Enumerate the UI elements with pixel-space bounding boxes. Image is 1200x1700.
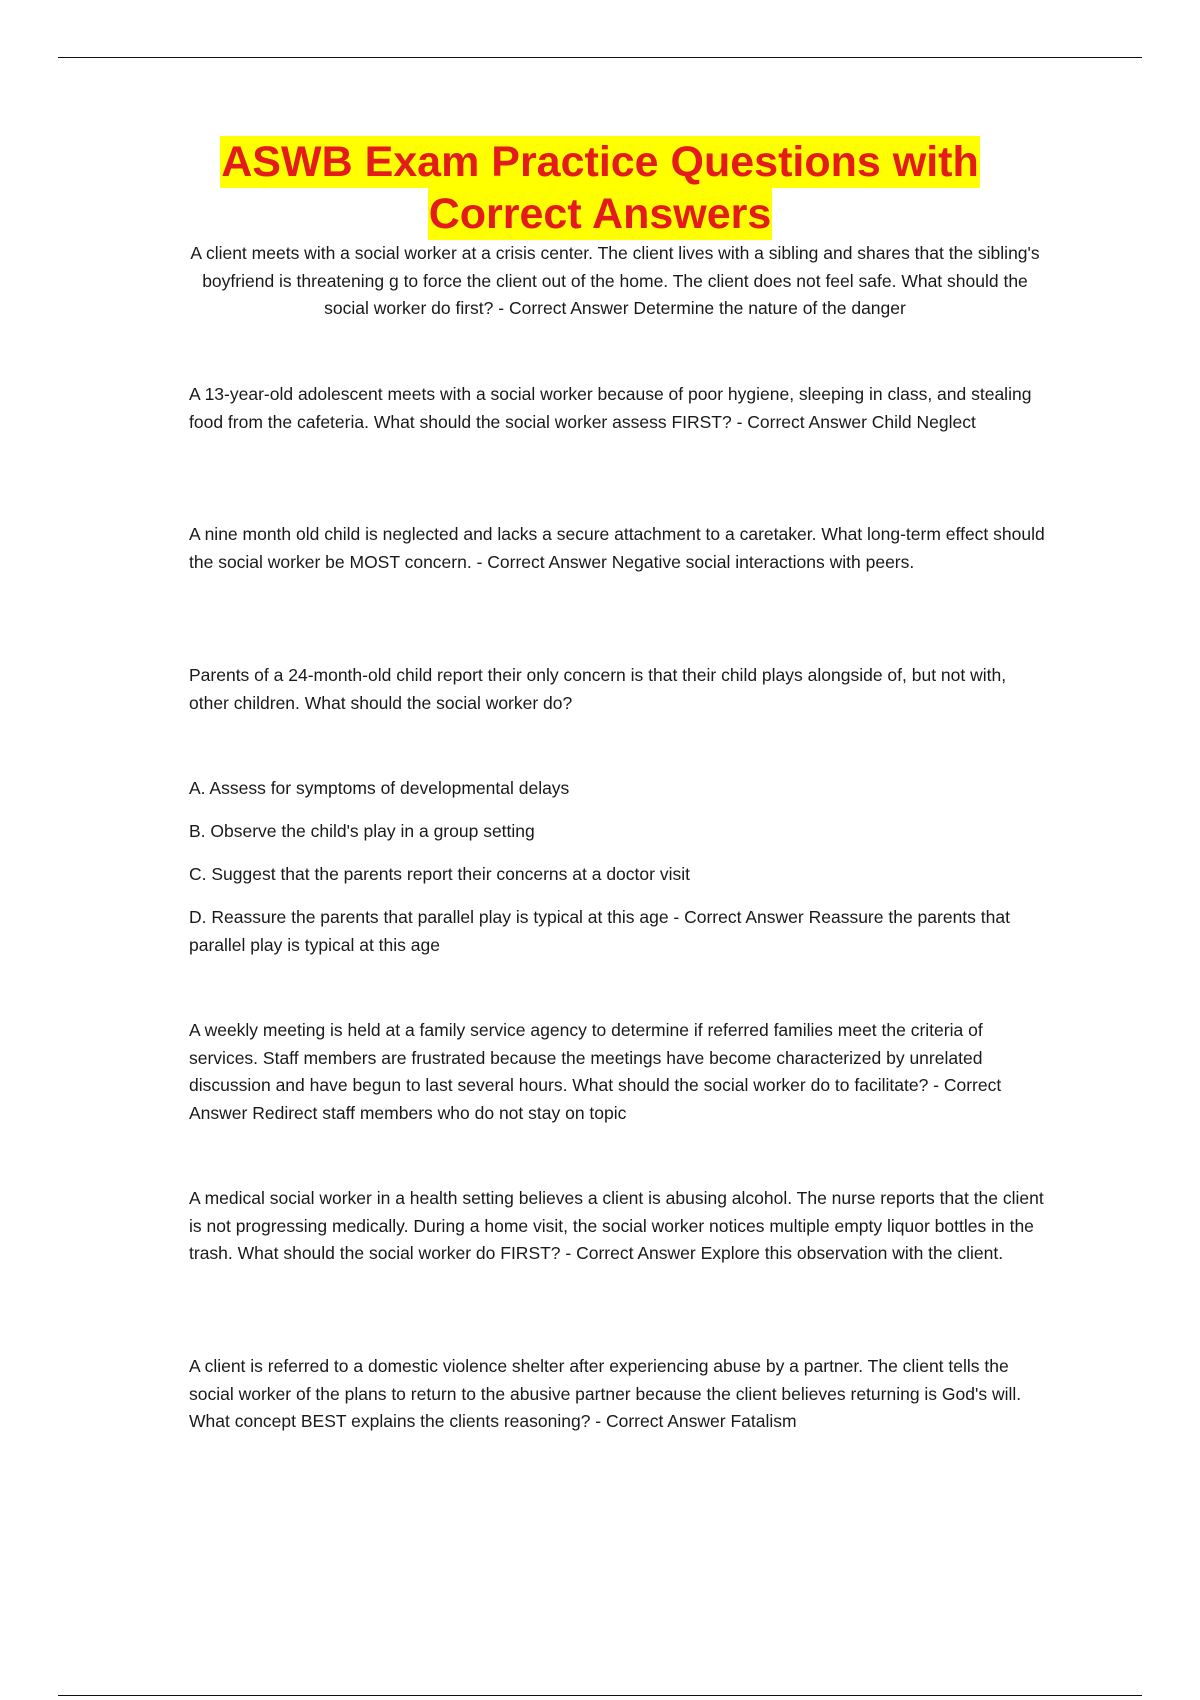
option-d: D. Reassure the parents that parallel play is typical at this age - Correct Answer Reassure the parents that parallel play is typical at this age bbox=[189, 907, 1010, 955]
question-text: A 13-year-old adolescent meets with a social worker because of poor hygiene, sleeping in class, and stealing food from the cafeteria. What should the social worker assess FIRST? - Correct Answer Child Neglect bbox=[189, 384, 1032, 432]
intro-question: A client meets with a social worker at a crisis center. The client lives with a sibling and shares that the sibling's boyfriend is threatening g to force the client out of the home. The client does not feel safe. What should the social worker do first? - Correct Answer Determine the nature of the danger bbox=[190, 243, 1040, 318]
question-3 bbox=[189, 662, 1049, 717]
question-5 bbox=[189, 1185, 1049, 1268]
title-line-2: Correct Answers bbox=[428, 190, 772, 238]
option-b: B. Observe the child's play in a group setting bbox=[189, 821, 535, 841]
option-c: C. Suggest that the parents report their concerns at a doctor visit bbox=[189, 864, 690, 884]
question-4 bbox=[189, 1017, 1049, 1127]
question-1 bbox=[189, 381, 1049, 436]
bottom-rule bbox=[58, 1695, 1142, 1696]
question-text: A weekly meeting is held at a family service agency to determine if referred families meet the criteria of services. Staff members are frustrated because the meetings have become characterized by unrelated discussion and have begun to last several hours. What should the social worker do to facilitate? - Correct Answer Redirect staff members who do not stay on topic bbox=[189, 1020, 1002, 1123]
question-text: A nine month old child is neglected and lacks a secure attachment to a caretaker. What long-term effect should the social worker be MOST concern. - Correct Answer Negative social interactions with peers. bbox=[189, 524, 1045, 572]
question-6 bbox=[189, 1353, 1049, 1436]
question-text: A client is referred to a domestic violence shelter after experiencing abuse by a partner. The client tells the social worker of the plans to return to the abusive partner because the client believes returning is God's will. What concept BEST explains the clients reasoning? - Correct Answer Fatalism bbox=[189, 1356, 1022, 1431]
question-2 bbox=[189, 521, 1049, 576]
question-text: A medical social worker in a health setting believes a client is abusing alcohol. The nurse reports that the client is not progressing medically. During a home visit, the social worker notices multiple empty liquor bottles in the trash. What should the social worker do FIRST? - Correct Answer Explore this observation with the client. bbox=[189, 1188, 1044, 1263]
title-line-1: ASWB Exam Practice Questions with bbox=[221, 138, 979, 186]
document-title bbox=[0, 136, 1200, 240]
option-a: A. Assess for symptoms of developmental delays bbox=[189, 778, 570, 798]
top-rule bbox=[58, 57, 1142, 58]
question-text: Parents of a 24-month-old child report their only concern is that their child plays alongside of, but not with, other children. What should the social worker do? bbox=[189, 665, 1007, 713]
